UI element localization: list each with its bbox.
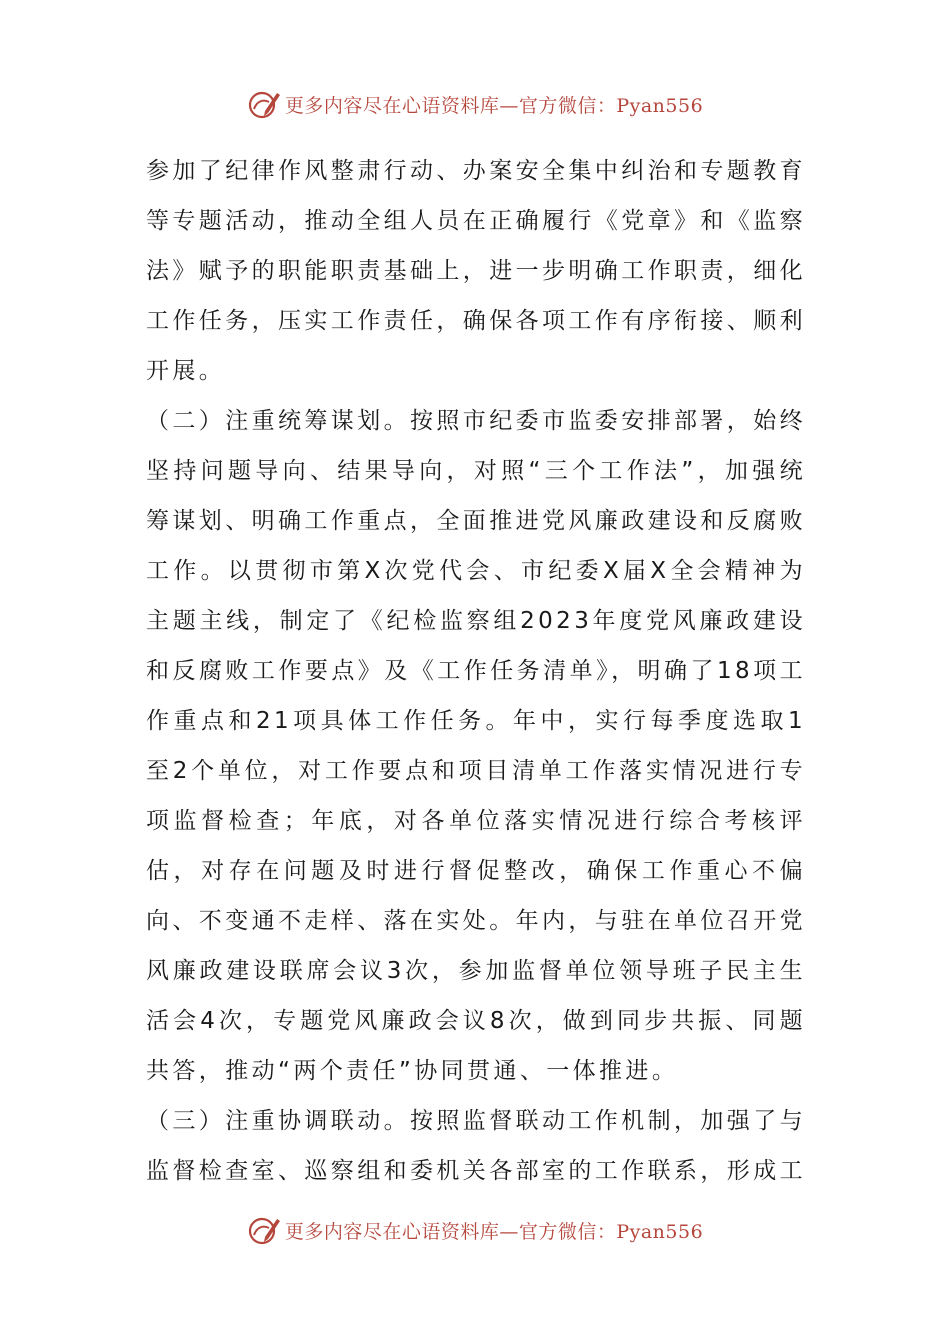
page-footer-watermark	[0, 1210, 950, 1250]
pen-circle-logo-icon	[247, 1213, 281, 1247]
header-watermark-text: 更多内容尽在心语资料库—官方微信：Pyan556	[284, 94, 704, 117]
paragraph-1: 参加了纪律作风整肃行动、办案安全集中纠治和专题教育等专题活动，推动全组人员在正确履行《党章》和《监察法》赋予的职能职责基础上，进一步明确工作职责，细化工作任务，压实工作责任，确保各项工作有序衔接、顺利开展。	[146, 158, 806, 384]
footer-watermark-text: 更多内容尽在心语资料库—官方微信：Pyan556	[284, 1220, 704, 1243]
paragraph-3: （三）注重协调联动。按照监督联动工作机制，加强了与监督检查室、巡察组和委机关各部室的工作联系，形成工	[146, 1108, 806, 1184]
pen-circle-logo-icon	[247, 87, 281, 121]
document-body	[146, 146, 806, 1196]
paragraph-2: （二）注重统筹谋划。按照市纪委市监委安排部署，始终坚持问题导向、结果导向，对照“三个工作法”，加强统筹谋划、明确工作重点，全面推进党风廉政建设和反腐败工作。以贯彻市第X次党代会、市纪委X届X全会精神为主题主线，制定了《纪检监察组2023年度党风廉政建设和反腐败工作要点》及《工作任务清单》，明确了18项工作重点和21项具体工作任务。年中，实行每季度选取1至2个单位，对工作要点和项目清单工作落实情况进行专项监督检查；年底，对各单位落实情况进行综合考核评估，对存在问题及时进行督促整改，确保工作重心不偏向、不变通不走样、落在实处。年内，与驻在单位召开党风廉政建设联席会议3次，参加监督单位领导班子民主生活会4次，专题党风廉政会议8次，做到同步共振、同题共答，推动“两个责任”协同贯通、一体推进。	[146, 408, 806, 1084]
page-header-watermark	[0, 84, 950, 124]
